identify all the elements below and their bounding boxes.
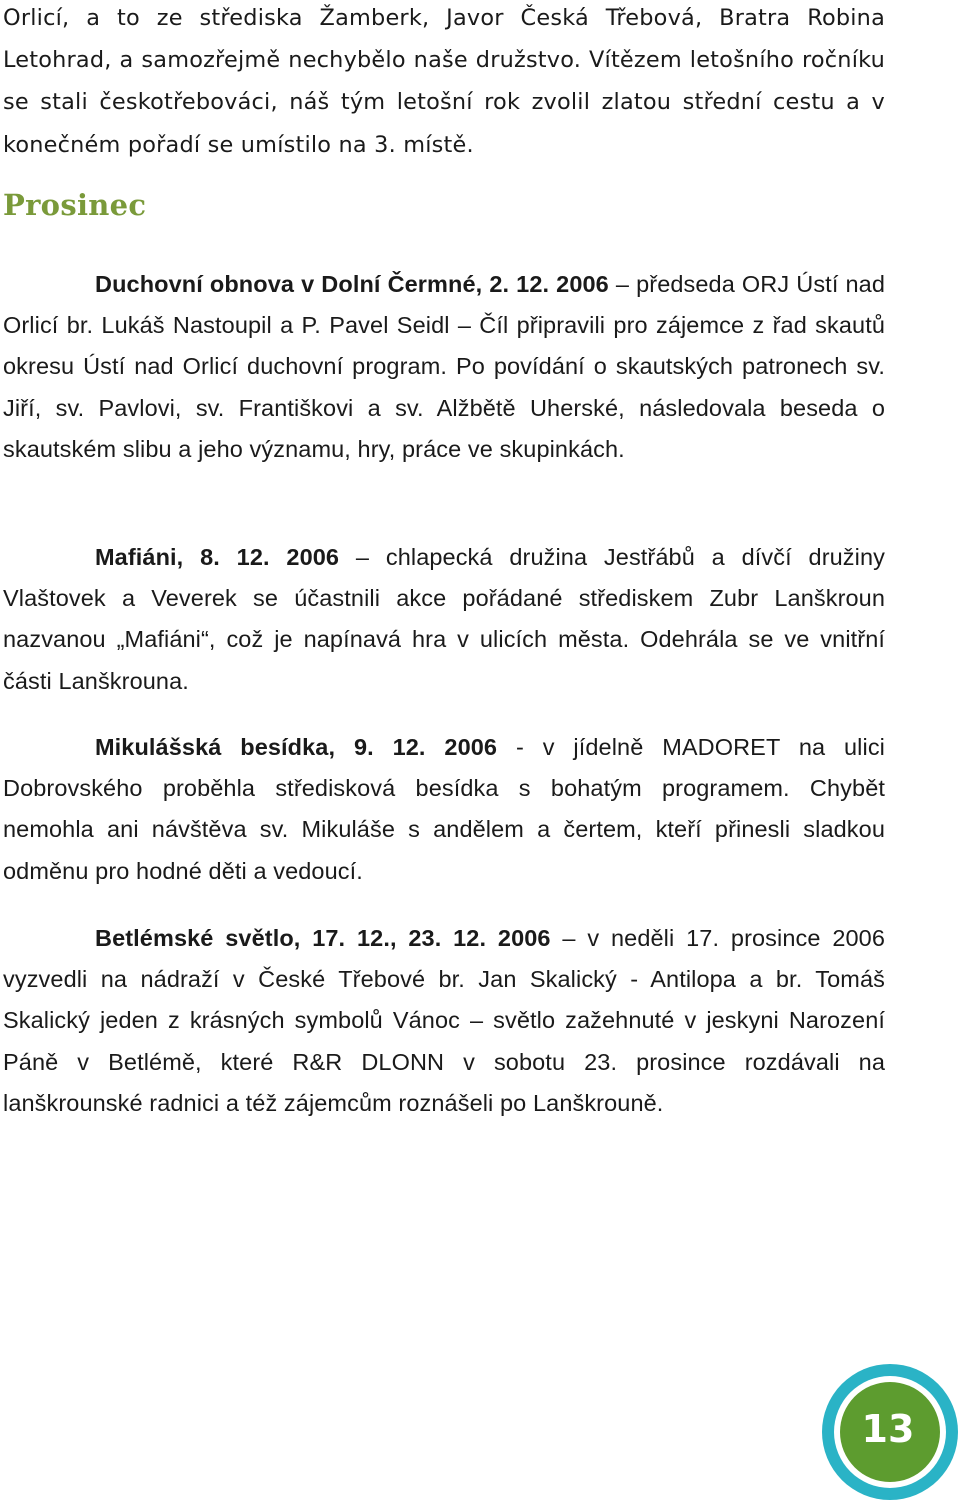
entry-paragraph (3, 264, 885, 470)
entry-duchovni-obnova (3, 264, 885, 470)
entry-mafiani (3, 537, 885, 702)
entry-mikulasska-besidka (3, 727, 885, 892)
entry-paragraph (3, 537, 885, 702)
page-number-badge (820, 1362, 960, 1502)
entry-paragraph (3, 727, 885, 892)
entry-lead: Mikulášská besídka, 9. 12. 2006 (95, 734, 498, 760)
page-number: 13 (861, 1407, 915, 1451)
entry-body: – chlapecká družina Jestřábů a dívčí družiny Vlaštovek a Veverek se účastnili akce pořádané střediskem Zubr Lanškroun nazvanou „Mafiáni“, což je napínavá hra v ulicích města. Odehrála se ve vnitřní části Lanškrouna. (3, 544, 885, 694)
entry-lead: Mafiáni, 8. 12. 2006 (95, 544, 340, 570)
section-title: Prosinec (3, 188, 147, 222)
intro-paragraph-block (3, 0, 885, 166)
entry-body: – předseda ORJ Ústí nad Orlicí br. Lukáš Nastoupil a P. Pavel Seidl – Číl připravili pro zájemce z řad skautů okresu Ústí nad Orlicí duchovní program. Po povídání o skautských patronech sv. Jiří, sv. Pavlovi, sv. Františkovi a sv. Alžbětě Uherské, následovala beseda o skautském slibu a jeho významu, hry, práce ve skupinkách. (3, 271, 885, 462)
entry-paragraph (3, 918, 885, 1124)
entry-lead: Duchovní obnova v Dolní Čermné, 2. 12. 2006 (95, 271, 609, 297)
intro-text: Orlicí, a to ze střediska Žamberk, Javor Česká Třebová, Bratra Robina Letohrad, a samozřejmě nechybělo naše družstvo. Vítězem letošního ročníku se stali českotřebováci, náš tým letošní rok zvolil zlatou střední cestu a v konečném pořadí se umístilo na 3. místě. (3, 5, 885, 158)
entry-betlemske-svetlo (3, 918, 885, 1124)
intro-paragraph (3, 0, 885, 166)
entry-lead: Betlémské světlo, 17. 12., 23. 12. 2006 (95, 925, 551, 951)
entry-body: – v neděli 17. prosince 2006 vyzvedli na nádraží v České Třebové br. Jan Skalický - Antilopa a br. Tomáš Skalický jeden z krásných symbolů Vánoc – světlo zažehnuté v jeskyni Narození Páně v Betlémě, které R&R DLONN v sobotu 23. prosince rozdávali na lanškrounské radnici a též zájemcům roznášeli po Lanškrouně. (3, 925, 885, 1116)
entry-body: - v jídelně MADORET na ulici Dobrovského proběhla středisková besídka s bohatým programem. Chybět nemohla ani návštěva sv. Mikuláše s andělem a čertem, kteří přinesli sladkou odměnu pro hodné děti a vedoucí. (3, 734, 885, 884)
